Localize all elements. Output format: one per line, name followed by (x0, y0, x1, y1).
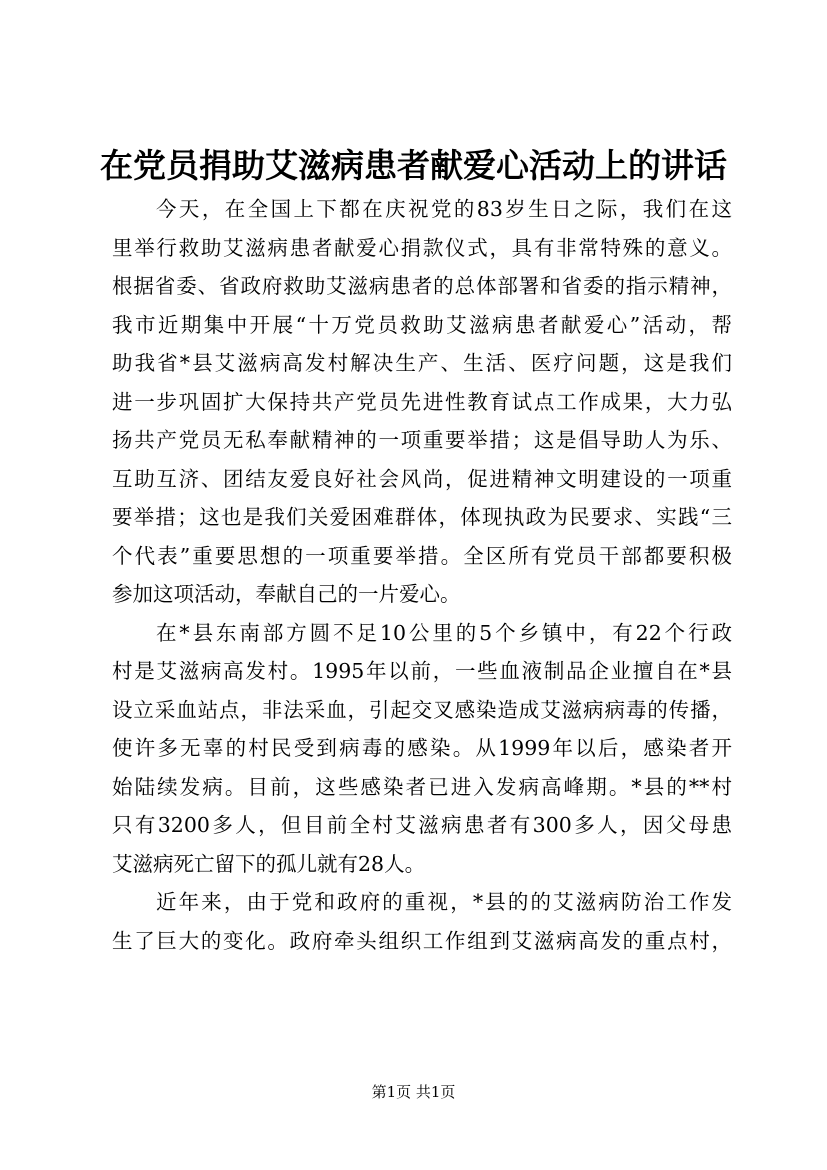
paragraph-1-line-5: 助我省*县艾滋病高发村解决生产、生活、医疗问题，这是我们 (112, 351, 732, 375)
paragraph-1-line-9: 要举措；这也是我们关爱困难群体，体现执政为民要求、实践“三 (112, 505, 732, 529)
paragraph-1-line-8: 互助互济、团结友爱良好社会风尚，促进精神文明建设的一项重 (112, 466, 732, 491)
paragraph-1-line-2: 里举行救助艾滋病患者献爱心捐款仪式，具有非常特殊的意义。 (112, 235, 732, 260)
paragraph-1-line-7: 扬共产党员无私奉献精神的一项重要举措；这是倡导助人为乐、 (112, 428, 732, 452)
document-body (112, 190, 732, 960)
paragraph-1-line-6: 进一步巩固扩大保持共产党员先进性教育试点工作成果，大力弘 (112, 389, 732, 414)
paragraph-2-line-5: 始陆续发病。目前，这些感染者已进入发病高峰期。*县的**村 (112, 774, 732, 799)
paragraph-1-line-4: 我市近期集中开展“十万党员救助艾滋病患者献爱心”活动，帮 (112, 312, 732, 337)
paragraph-2-line-7: 艾滋病死亡留下的孤儿就有28人。 (112, 851, 426, 876)
paragraph-2-line-3: 设立采血站点，非法采血，引起交叉感染造成艾滋病病毒的传播， (112, 697, 732, 722)
paragraph-2-line-6: 只有3200多人，但目前全村艾滋病患者有300多人，因父母患 (112, 813, 732, 837)
document-title: 在党员捐助艾滋病患者献爱心活动上的讲话 (100, 146, 727, 185)
paragraph-2-line-4: 使许多无辜的村民受到病毒的感染。从1999年以后，感染者开 (112, 736, 732, 760)
paragraph-3-line-2: 生了巨大的变化。政府牵头组织工作组到艾滋病高发的重点村， (112, 928, 732, 953)
page-number-footer: 第1页 共1页 (371, 1083, 456, 1101)
paragraph-1-line-1: 今天，在全国上下都在庆祝党的83岁生日之际，我们在这 (156, 197, 732, 221)
paragraph-1-line-3: 根据省委、省政府救助艾滋病患者的总体部署和省委的指示精神， (112, 274, 732, 298)
paragraph-1-line-10: 个代表”重要思想的一项重要举措。全区所有党员干部都要积极 (112, 543, 732, 568)
paragraph-1-line-11: 参加这项活动，奉献自己的一片爱心。 (112, 582, 461, 606)
paragraph-2-line-1: 在*县东南部方圆不足10公里的5个乡镇中，有22个行政 (156, 620, 732, 645)
paragraph-2-line-2: 村是艾滋病高发村。1995年以前，一些血液制品企业擅自在*县 (112, 659, 732, 683)
paragraph-3-line-1: 近年来，由于党和政府的重视，*县的的艾滋病防治工作发 (156, 890, 732, 914)
